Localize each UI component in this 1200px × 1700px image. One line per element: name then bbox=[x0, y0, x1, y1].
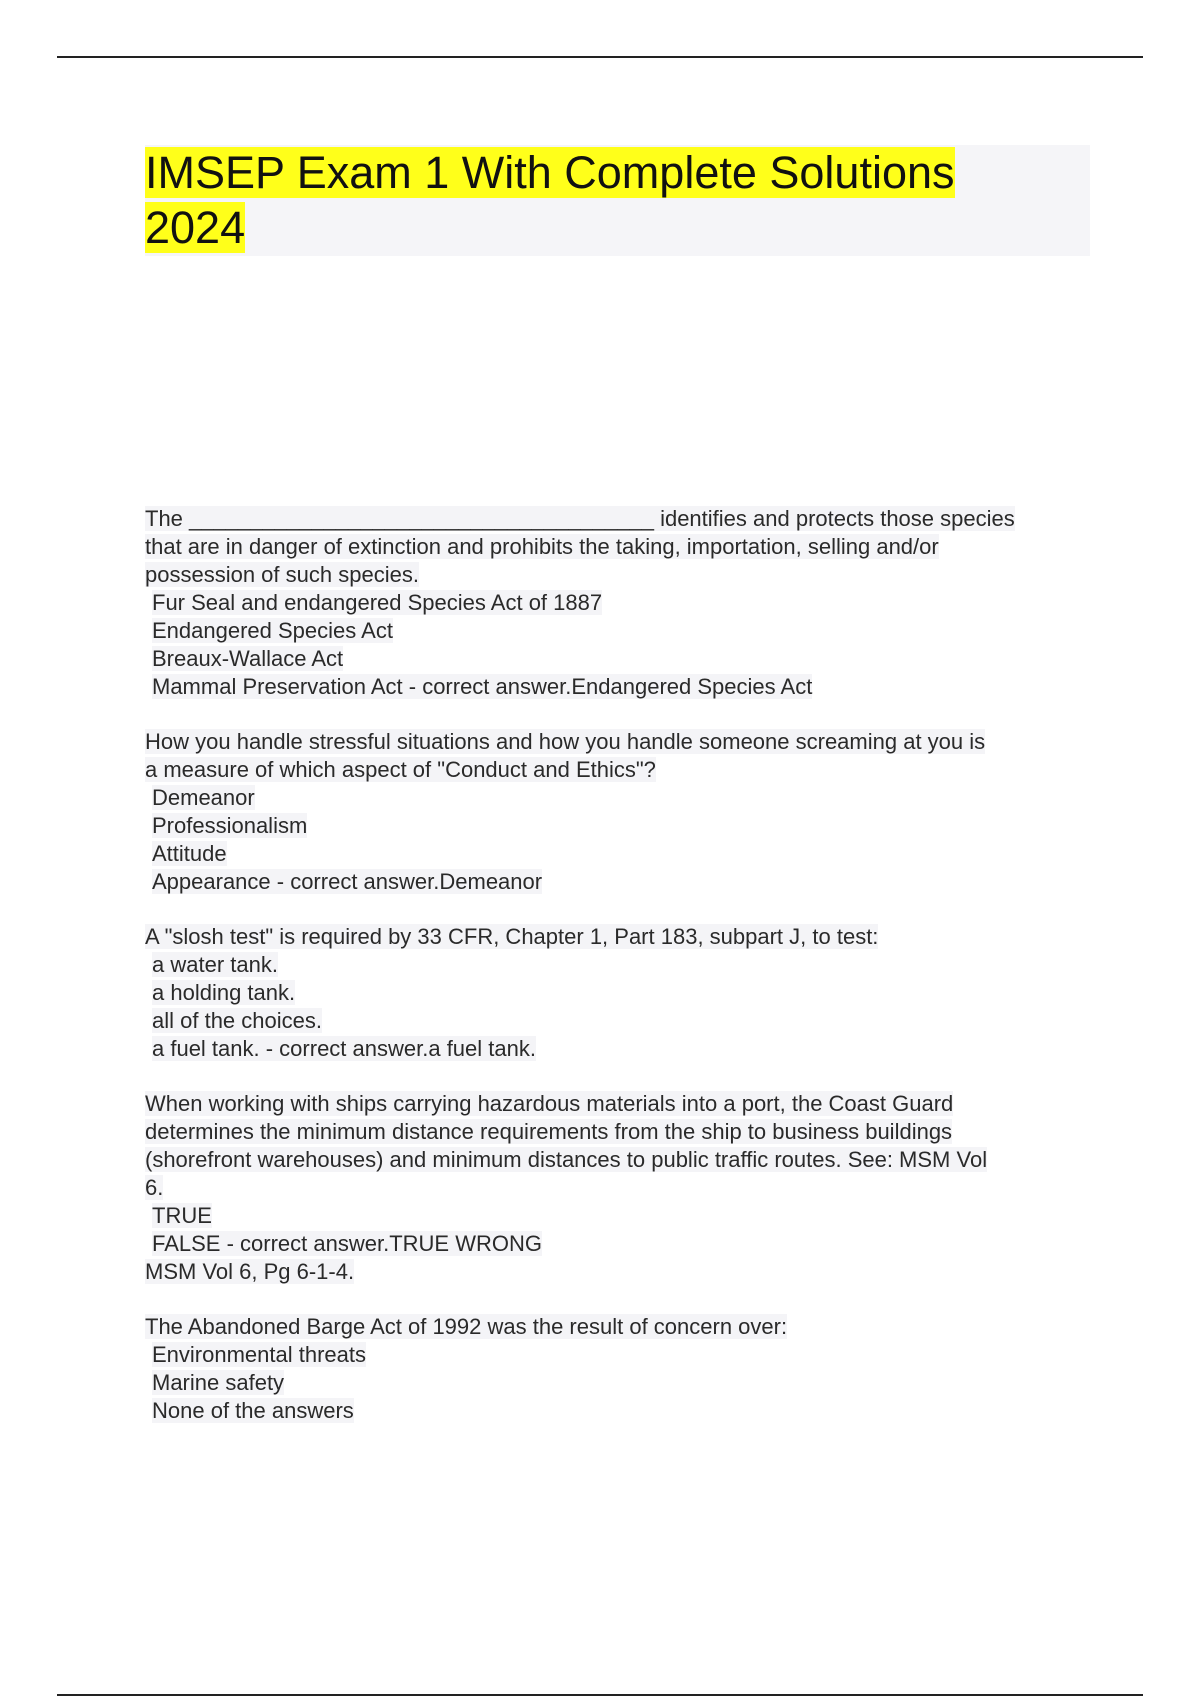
question-1-option-4-answer: Mammal Preservation Act - correct answer.Endangered Species Act bbox=[152, 674, 813, 699]
question-2-line-2: a measure of which aspect of "Conduct and Ethics"? bbox=[145, 757, 656, 782]
question-2-option-3: Attitude bbox=[152, 841, 227, 866]
question-5 bbox=[145, 1313, 1145, 1425]
question-2-option-1: Demeanor bbox=[152, 785, 255, 810]
question-5-line-1: The Abandoned Barge Act of 1992 was the result of concern over: bbox=[145, 1314, 788, 1339]
question-4-reference-note: MSM Vol 6, Pg 6-1-4. bbox=[145, 1259, 355, 1284]
question-1-line-1: The ______________________________________ identifies and protects those species bbox=[145, 506, 1015, 531]
question-4-option-1: TRUE bbox=[152, 1203, 212, 1228]
question-5-option-2: Marine safety bbox=[152, 1370, 285, 1395]
question-2-option-2: Professionalism bbox=[152, 813, 308, 838]
question-2-line-1: How you handle stressful situations and how you handle someone screaming at you is bbox=[145, 729, 986, 754]
question-4-option-2-answer: FALSE - correct answer.TRUE WRONG bbox=[152, 1231, 542, 1256]
question-3-option-2: a holding tank. bbox=[152, 980, 296, 1005]
question-1-option-1: Fur Seal and endangered Species Act of 1887 bbox=[152, 590, 603, 615]
question-4-line-1: When working with ships carrying hazardous materials into a port, the Coast Guard bbox=[145, 1091, 954, 1116]
question-5-option-1: Environmental threats bbox=[152, 1342, 366, 1367]
title-line-2: 2024 bbox=[145, 202, 246, 253]
question-1-option-2: Endangered Species Act bbox=[152, 618, 393, 643]
question-2-option-4-answer: Appearance - correct answer.Demeanor bbox=[152, 869, 543, 894]
question-3-option-1: a water tank. bbox=[152, 952, 278, 977]
question-3-line-1: A "slosh test" is required by 33 CFR, Chapter 1, Part 183, subpart J, to test: bbox=[145, 924, 879, 949]
question-4-line-4: 6. bbox=[145, 1175, 164, 1200]
question-1-line-2: that are in danger of extinction and prohibits the taking, importation, selling and/or bbox=[145, 534, 939, 559]
question-3 bbox=[145, 923, 1145, 1063]
question-4-line-2: determines the minimum distance requirements from the ship to business buildings bbox=[145, 1119, 953, 1144]
bottom-rule bbox=[57, 1694, 1143, 1696]
question-4 bbox=[145, 1090, 1145, 1286]
top-rule bbox=[57, 56, 1143, 58]
title-block bbox=[145, 145, 1090, 256]
question-1 bbox=[145, 505, 1145, 701]
document-title bbox=[145, 145, 1090, 255]
question-4-line-3: (shorefront warehouses) and minimum distances to public traffic routes. See: MSM Vol bbox=[145, 1147, 988, 1172]
question-3-option-3: all of the choices. bbox=[152, 1008, 322, 1033]
question-list bbox=[145, 505, 1145, 1452]
question-1-option-3: Breaux-Wallace Act bbox=[152, 646, 344, 671]
question-3-option-4-answer: a fuel tank. - correct answer.a fuel tank. bbox=[152, 1036, 536, 1061]
question-2 bbox=[145, 728, 1145, 896]
question-5-option-3: None of the answers bbox=[152, 1398, 354, 1423]
title-line-1: IMSEP Exam 1 With Complete Solutions bbox=[145, 147, 955, 198]
question-1-line-3: possession of such species. bbox=[145, 562, 419, 587]
